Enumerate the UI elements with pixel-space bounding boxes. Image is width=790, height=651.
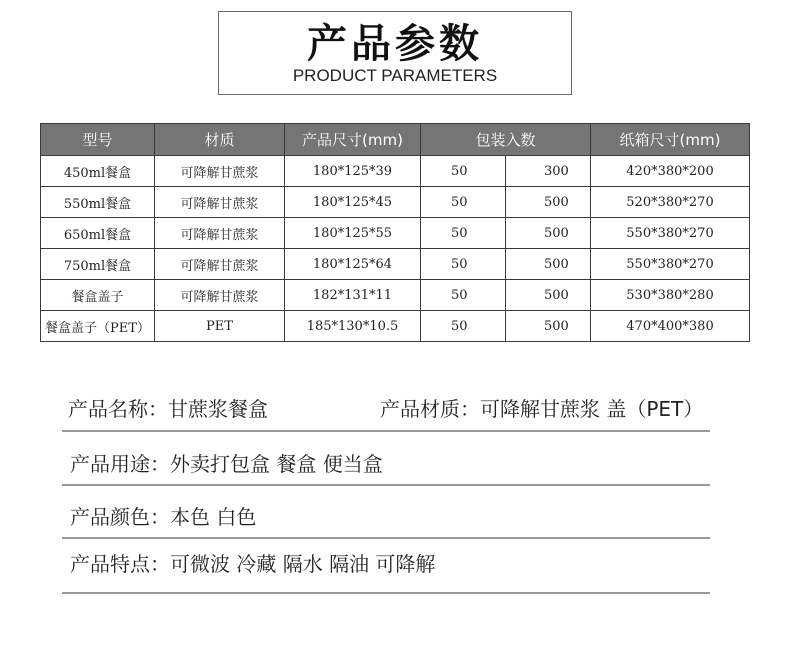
table-row bbox=[41, 187, 750, 218]
cell-pack-a: 50 bbox=[421, 218, 506, 249]
cell-carton: 470*400*380 bbox=[591, 311, 750, 342]
info-product-usage: 产品用途：外卖打包盒 餐盒 便当盒 bbox=[70, 452, 383, 476]
table-row bbox=[41, 249, 750, 280]
cell-model: 750ml餐盒 bbox=[41, 249, 155, 280]
cell-pack-a: 50 bbox=[421, 249, 506, 280]
cell-pack-b: 500 bbox=[506, 249, 591, 280]
cell-material: 可降解甘蔗浆 bbox=[155, 280, 285, 311]
cell-size: 182*131*11 bbox=[285, 280, 421, 311]
cell-material: 可降解甘蔗浆 bbox=[155, 218, 285, 249]
table-row bbox=[41, 280, 750, 311]
cell-model: 650ml餐盒 bbox=[41, 218, 155, 249]
divider bbox=[62, 592, 710, 594]
info-product-color: 产品颜色：本色 白色 bbox=[70, 505, 257, 529]
table-header-row bbox=[41, 124, 750, 156]
info-product-features: 产品特点：可微波 冷藏 隔水 隔油 可降解 bbox=[70, 552, 436, 576]
cell-material: 可降解甘蔗浆 bbox=[155, 187, 285, 218]
cell-carton: 530*380*280 bbox=[591, 280, 750, 311]
header-pack: 包装入数 bbox=[421, 124, 591, 156]
cell-pack-a: 50 bbox=[421, 280, 506, 311]
cell-carton: 420*380*200 bbox=[591, 156, 750, 187]
cell-pack-b: 500 bbox=[506, 280, 591, 311]
page-title: 产品参数 bbox=[307, 21, 483, 67]
info-product-name: 产品名称：甘蔗浆餐盒 bbox=[68, 397, 268, 421]
cell-pack-b: 500 bbox=[506, 187, 591, 218]
cell-carton: 520*380*270 bbox=[591, 187, 750, 218]
cell-model: 餐盒盖子 bbox=[41, 280, 155, 311]
divider bbox=[62, 484, 710, 486]
header-model: 型号 bbox=[41, 124, 155, 156]
page-subtitle: PRODUCT PARAMETERS bbox=[292, 66, 498, 85]
table-row bbox=[41, 156, 750, 187]
cell-size: 180*125*55 bbox=[285, 218, 421, 249]
cell-pack-a: 50 bbox=[421, 156, 506, 187]
cell-model: 550ml餐盒 bbox=[41, 187, 155, 218]
header-size: 产品尺寸(mm) bbox=[285, 124, 421, 156]
cell-pack-a: 50 bbox=[421, 187, 506, 218]
title-box bbox=[218, 11, 572, 95]
cell-size: 180*125*39 bbox=[285, 156, 421, 187]
header-carton: 纸箱尺寸(mm) bbox=[591, 124, 750, 156]
cell-carton: 550*380*270 bbox=[591, 218, 750, 249]
info-product-material: 产品材质：可降解甘蔗浆 盖（PET） bbox=[380, 397, 704, 421]
cell-material: PET bbox=[155, 311, 285, 342]
parameters-table bbox=[40, 123, 750, 342]
cell-pack-b: 500 bbox=[506, 218, 591, 249]
cell-model: 450ml餐盒 bbox=[41, 156, 155, 187]
table-row bbox=[41, 311, 750, 342]
cell-size: 180*125*64 bbox=[285, 249, 421, 280]
divider bbox=[62, 537, 710, 539]
header-material: 材质 bbox=[155, 124, 285, 156]
cell-pack-b: 300 bbox=[506, 156, 591, 187]
cell-pack-a: 50 bbox=[421, 311, 506, 342]
cell-size: 185*130*10.5 bbox=[285, 311, 421, 342]
cell-size: 180*125*45 bbox=[285, 187, 421, 218]
cell-carton: 550*380*270 bbox=[591, 249, 750, 280]
cell-material: 可降解甘蔗浆 bbox=[155, 249, 285, 280]
divider bbox=[62, 430, 710, 432]
cell-material: 可降解甘蔗浆 bbox=[155, 156, 285, 187]
cell-model: 餐盒盖子（PET） bbox=[41, 311, 155, 342]
table-row bbox=[41, 218, 750, 249]
cell-pack-b: 500 bbox=[506, 311, 591, 342]
